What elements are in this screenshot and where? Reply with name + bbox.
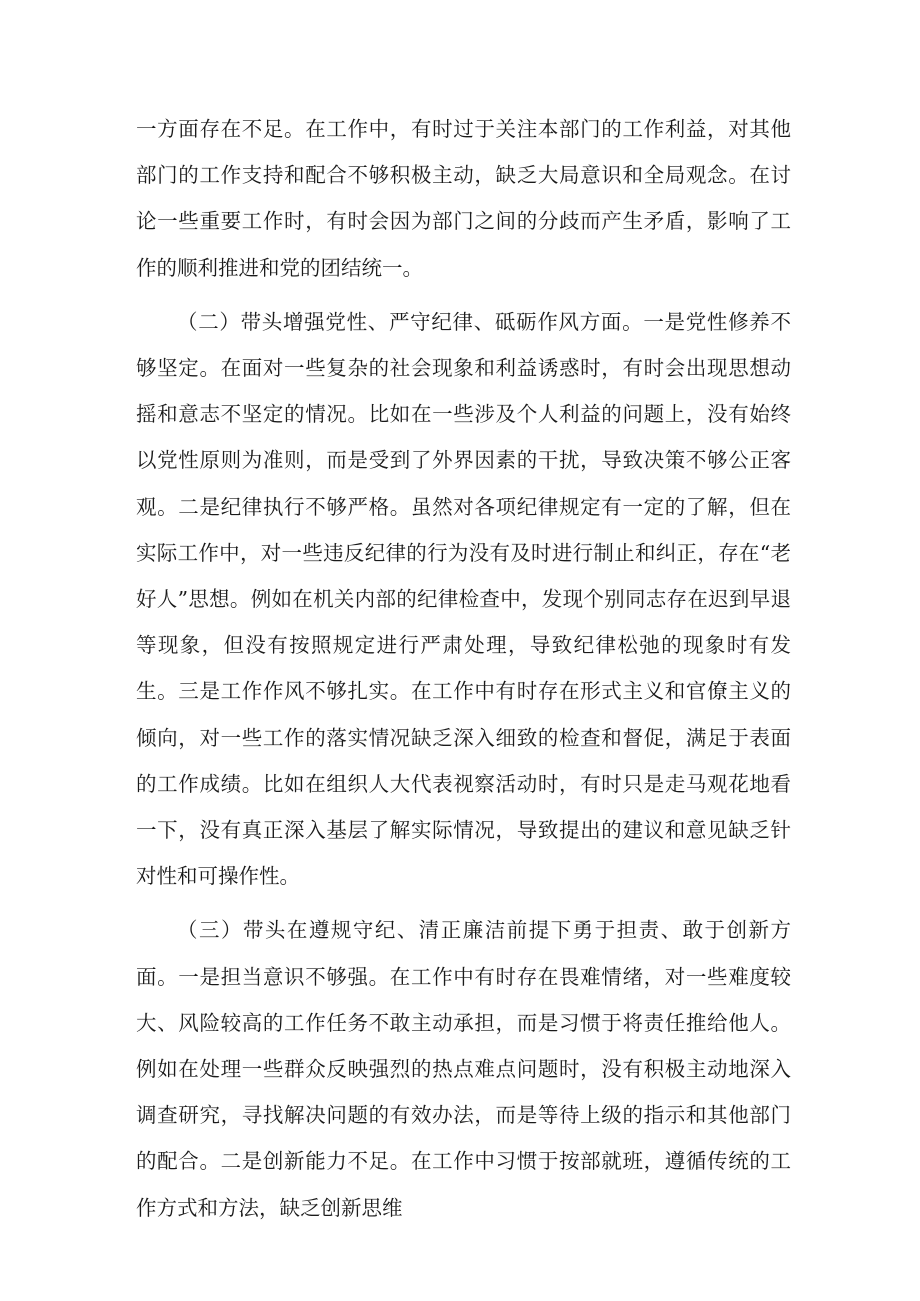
paragraph-1: 一方面存在不足。在工作中，有时过于关注本部门的工作利益，对其他部门的工作支持和配合不够积极主动，缺乏大局意识和全局观念。在讨论一些重要工作时，有时会因为部门之间的分歧而产生矛盾，影响了工作的顺利推进和党的团结统一。 <box>136 117 791 280</box>
paragraph-2: （二）带头增强党性、严守纪律、砥砺作风方面。一是党性修养不够坚定。在面对一些复杂的社会现象和利益诱惑时，有时会出现思想动摇和意志不坚定的情况。比如在一些涉及个人利益的问题上，没有始终以党性原则为准则，而是受到了外界因素的干扰，导致决策不够公正客观。二是纪律执行不够严格。虽然对各项纪律规定有一定的了解，但在实际工作中，对一些违反纪律的行为没有及时进行制止和纠正，存在“老好人”思想。例如在机关内部的纪律检查中，发现个别同志存在迟到早退等现象，但没有按照规定进行严肃处理，导致纪律松弛的现象时有发生。三是工作作风不够扎实。在工作中有时存在形式主义和官僚主义的倾向，对一些工作的落实情况缺乏深入细致的检查和督促，满足于表面的工作成绩。比如在组织人大代表视察活动时，有时只是走马观花地看一下，没有真正深入基层了解实际情况，导致提出的建议和意见缺乏针对性和可操作性。 <box>136 309 791 889</box>
document-body <box>136 106 791 1239</box>
paragraph-3: （三）带头在遵规守纪、清正廉洁前提下勇于担责、敢于创新方面。一是担当意识不够强。在工作中有时存在畏难情绪，对一些难度较大、风险较高的工作任务不敢主动承担，而是习惯于将责任推给他人。例如在处理一些群众反映强烈的热点难点问题时，没有积极主动地深入调查研究，寻找解决问题的有效办法，而是等待上级的指示和其他部门的配合。二是创新能力不足。在工作中习惯于按部就班，遵循传统的工作方式和方法，缺乏创新思维 <box>136 918 791 1220</box>
